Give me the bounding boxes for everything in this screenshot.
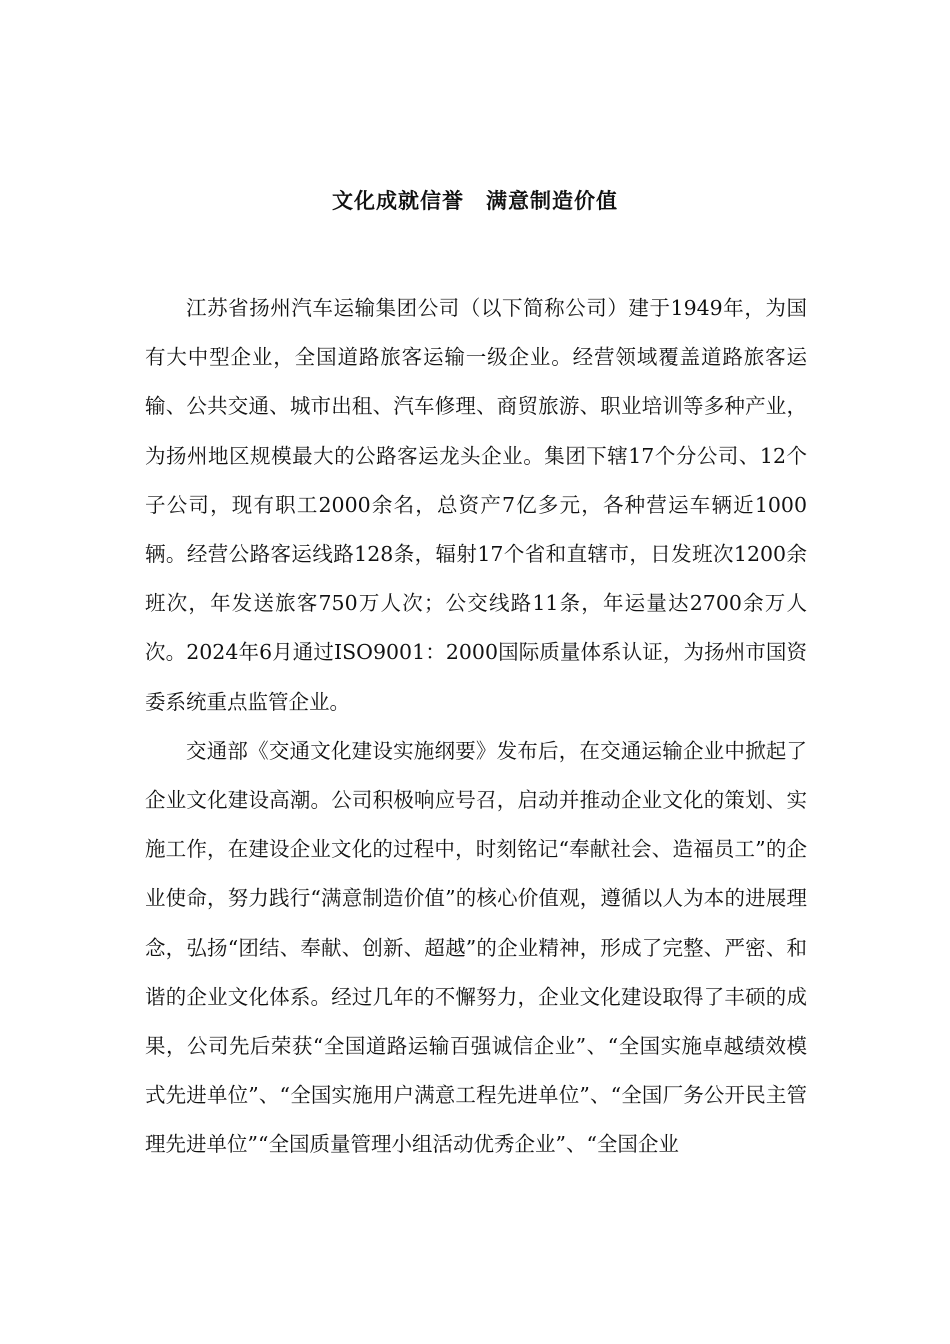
document-body bbox=[145, 284, 807, 1170]
paragraph-company-profile: 江苏省扬州汽车运输集团公司（以下简称公司）建于1949年，为国有大中型企业，全国道路旅客运输一级企业。经营领域覆盖道路旅客运输、公共交通、城市出租、汽车修理、商贸旅游、职业培训等多种产业，为扬州地区规模最大的公路客运龙头企业。集团下辖17个分公司、12个子公司，现有职工2000余名，总资产7亿多元，各种营运车辆近1000辆。经营公路客运线路128条，辐射17个省和直辖市，日发班次1200余班次，年发送旅客750万人次；公交线路11条，年运量达2700余万人次。2024年6月通过ISO9001：2000国际质量体系认证，为扬州市国资委系统重点监管企业。 bbox=[145, 296, 807, 714]
document-title: 文化成就信誉 满意制造价值 bbox=[332, 188, 618, 213]
paragraph-culture-building: 交通部《交通文化建设实施纲要》发布后，在交通运输企业中掀起了企业文化建设高潮。公司积极响应号召，启动并推动企业文化的策划、实施工作，在建设企业文化的过程中，时刻铭记“奉献社会、造福员工”的企业使命，努力践行“满意制造价值”的核心价值观，遵循以人为本的进展理念，弘扬“团结、奉献、创新、超越”的企业精神，形成了完整、严密、和谐的企业文化体系。经过几年的不懈努力，企业文化建设取得了丰硕的成果，公司先后荣获“全国道路运输百强诚信企业”、“全国实施卓越绩效模式先进单位”、“全国实施用户满意工程先进单位”、“全国厂务公开民主管理先进单位”“全国质量管理小组活动优秀企业”、“全国企业 bbox=[145, 738, 807, 1157]
